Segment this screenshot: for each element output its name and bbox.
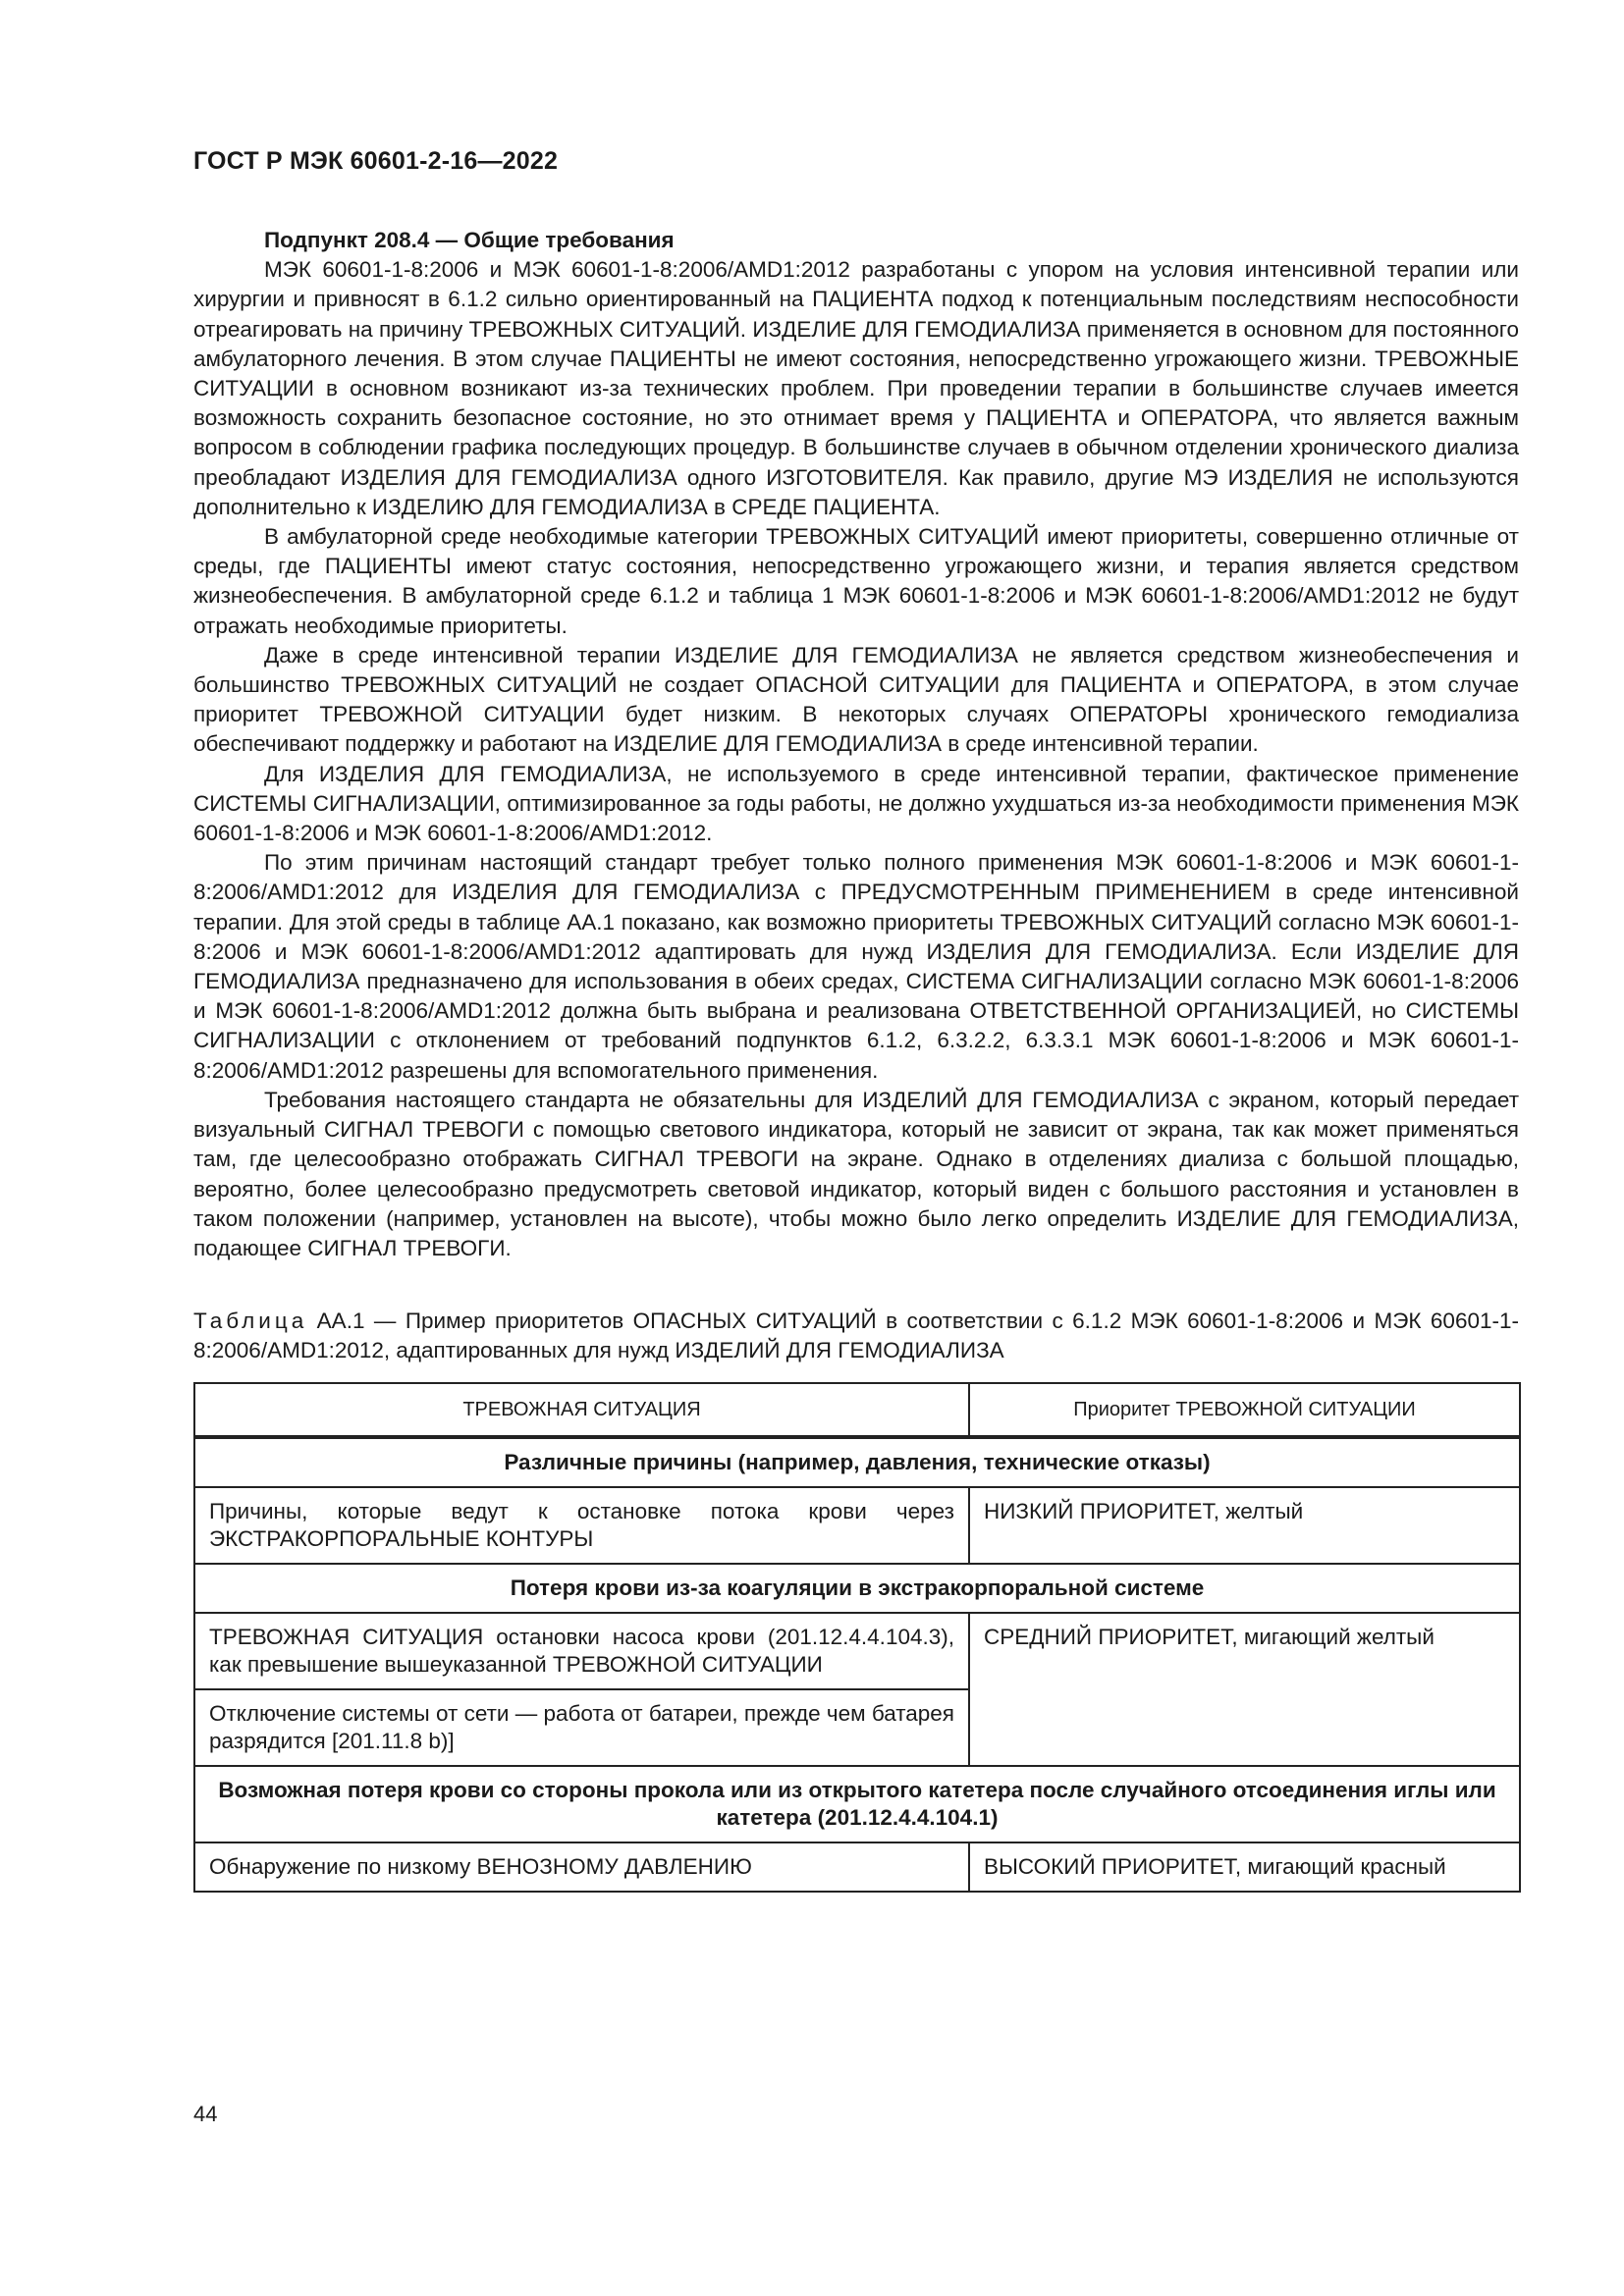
table-group-row <box>194 1564 1520 1613</box>
table-group-row <box>194 1437 1520 1487</box>
table-row <box>194 1487 1520 1564</box>
alarm-condition-cell: ТРЕВОЖНАЯ СИТУАЦИЯ остановки насоса крови (201.12.4.4.104.3), как превышение вышеуказанной ТРЕВОЖНОЙ СИТУАЦИИ <box>194 1613 969 1689</box>
table-caption-label: Таблица <box>193 1308 308 1334</box>
table-caption-text: АА.1 — Пример приоритетов ОПАСНЫХ СИТУАЦИЙ в соответствии с 6.1.2 МЭК 60601-1-8:2006 и МЭК 60601-1-8:2006/AMD1:2012, адаптированных для нужд ИЗДЕЛИЙ ДЛЯ ГЕМОДИАЛИЗА <box>193 1308 1519 1363</box>
document-header: ГОСТ Р МЭК 60601-2-16—2022 <box>193 147 559 175</box>
group-label: Возможная потеря крови со стороны прокола или из открытого катетера после случайного отсоединения иглы или катетера (201.12.4.4.104.1) <box>194 1766 1520 1842</box>
column-header-alarm-condition: ТРЕВОЖНАЯ СИТУАЦИЯ <box>194 1383 969 1437</box>
alarm-condition-cell: Отключение системы от сети — работа от батареи, прежде чем батарея разрядится [201.11.8 b)] <box>194 1689 969 1766</box>
group-label: Различные причины (например, давления, технические отказы) <box>194 1437 1520 1487</box>
alarm-priority-cell: ВЫСОКИЙ ПРИОРИТЕТ, мигающий красный <box>969 1842 1520 1892</box>
alarm-priority-table <box>193 1382 1521 1893</box>
paragraph: В амбулаторной среде необходимые категории ТРЕВОЖНЫХ СИТУАЦИЙ имеют приоритеты, совершенно отличные от среды, где ПАЦИЕНТЫ имеют статус состояния, непосредственно угрожающего жизни, и терапия является средством жизнеобеспечения. В амбулаторной среде 6.1.2 и таблица 1 МЭК 60601-1-8:2006 и МЭК 60601-1-8:2006/AMD1:2012 не будут отражать необходимые приоритеты. <box>193 524 1519 638</box>
paragraph: Даже в среде интенсивной терапии ИЗДЕЛИЕ ДЛЯ ГЕМОДИАЛИЗА не является средством жизнеобеспечения и большинство ТРЕВОЖНЫХ СИТУАЦИЙ не создает ОПАСНОЙ СИТУАЦИИ для ПАЦИЕНТА и ОПЕРАТОРА, в этом случае приоритет ТРЕВОЖНОЙ СИТУАЦИИ будет низким. В некоторых случаях ОПЕРАТОРЫ хронического гемодиализа обеспечивают поддержку и работают на ИЗДЕЛИЕ ДЛЯ ГЕМОДИАЛИЗА в среде интенсивной терапии. <box>193 642 1519 757</box>
table-caption <box>193 1307 1519 1365</box>
alarm-condition-cell: Обнаружение по низкому ВЕНОЗНОМУ ДАВЛЕНИЮ <box>194 1842 969 1892</box>
document-body <box>193 226 1519 1893</box>
table-row <box>194 1613 1520 1689</box>
table-row <box>194 1842 1520 1892</box>
section-heading: Подпункт 208.4 — Общие требования <box>264 228 675 252</box>
alarm-condition-cell: Причины, которые ведут к остановке потока крови через ЭКСТРАКОРПОРАЛЬНЫЕ КОНТУРЫ <box>194 1487 969 1564</box>
page-number: 44 <box>193 2102 218 2126</box>
paragraph: МЭК 60601-1-8:2006 и МЭК 60601-1-8:2006/AMD1:2012 разработаны с упором на условия интенсивной терапии или хирургии и привносят в 6.1.2 сильно ориентированный на ПАЦИЕНТА подход к потенциальным последствиям неспособности отреагировать на причину ТРЕВОЖНЫХ СИТУАЦИЙ. ИЗДЕЛИЕ ДЛЯ ГЕМОДИАЛИЗА применяется в основном для постоянного амбулаторного лечения. В этом случае ПАЦИЕНТЫ не имеют состояния, непосредственно угрожающего жизни. ТРЕВОЖНЫЕ СИТУАЦИИ в основном возникают из-за технических проблем. При проведении терапии в большинстве случаев имеется возможность сохранить безопасное состояние, но это отнимает время у ПАЦИЕНТА и ОПЕРАТОРА, что является важным вопросом в соблюдении графика последующих процедур. В большинстве случаев в обычном отделении хронического диализа преобладают ИЗДЕЛИЯ ДЛЯ ГЕМОДИАЛИЗА одного ИЗГОТОВИТЕЛЯ. Как правило, другие МЭ ИЗДЕЛИЯ не используются дополнительно к ИЗДЕЛИЮ ДЛЯ ГЕМОДИАЛИЗА в СРЕДЕ ПАЦИЕНТА. <box>193 257 1519 519</box>
paragraph: По этим причинам настоящий стандарт требует только полного применения МЭК 60601-1-8:2006 и МЭК 60601-1-8:2006/AMD1:2012 для ИЗДЕЛИЯ ДЛЯ ГЕМОДИАЛИЗА с ПРЕДУСМОТРЕННЫМ ПРИМЕНЕНИЕМ в среде интенсивной терапии. Для этой среды в таблице АА.1 показано, как возможно приоритеты ТРЕВОЖНЫХ СИТУАЦИЙ согласно МЭК 60601-1-8:2006 и МЭК 60601-1-8:2006/AMD1:2012 адаптировать для нужд ИЗДЕЛИЯ ДЛЯ ГЕМОДИАЛИЗА. Если ИЗДЕЛИЕ ДЛЯ ГЕМОДИАЛИЗА предназначено для использования в обеих средах, СИСТЕМА СИГНАЛИЗАЦИИ согласно МЭК 60601-1-8:2006 и МЭК 60601-1-8:2006/AMD1:2012 должна быть выбрана и реализована ОТВЕТСТВЕННОЙ ОРГАНИЗАЦИЕЙ, но СИСТЕМЫ СИГНАЛИЗАЦИИ с отклонением от требований подпунктов 6.1.2, 6.3.2.2, 6.3.3.1 МЭК 60601-1-8:2006 и МЭК 60601-1-8:2006/AMD1:2012 разрешены для вспомогательного применения. <box>193 850 1519 1083</box>
column-header-alarm-priority: Приоритет ТРЕВОЖНОЙ СИТУАЦИИ <box>969 1383 1520 1437</box>
table-header-row <box>194 1383 1520 1437</box>
paragraph: Требования настоящего стандарта не обязательны для ИЗДЕЛИЙ ДЛЯ ГЕМОДИАЛИЗА с экраном, который передает визуальный СИГНАЛ ТРЕВОГИ с помощью светового индикатора, который не зависит от экрана, так как может применяться там, где целесообразно отображать СИГНАЛ ТРЕВОГИ на экране. Однако в отделениях диализа с большой площадью, вероятно, более целесообразно предусмотреть световой индикатор, который виден с большого расстояния и установлен в таком положении (например, установлен на высоте), чтобы можно было легко определить ИЗДЕЛИЕ ДЛЯ ГЕМОДИАЛИЗА, подающее СИГНАЛ ТРЕВОГИ. <box>193 1087 1519 1260</box>
alarm-priority-cell: СРЕДНИЙ ПРИОРИТЕТ, мигающий желтый <box>969 1613 1520 1766</box>
alarm-priority-cell: НИЗКИЙ ПРИОРИТЕТ, желтый <box>969 1487 1520 1564</box>
paragraph: Для ИЗДЕЛИЯ ДЛЯ ГЕМОДИАЛИЗА, не используемого в среде интенсивной терапии, фактическое применение СИСТЕМЫ СИГНАЛИЗАЦИИ, оптимизированное за годы работы, не должно ухудшаться из-за необходимости применения МЭК 60601-1-8:2006 и МЭК 60601-1-8:2006/AMD1:2012. <box>193 761 1519 846</box>
table-group-row <box>194 1766 1520 1842</box>
group-label: Потеря крови из-за коагуляции в экстракорпоральной системе <box>194 1564 1520 1613</box>
